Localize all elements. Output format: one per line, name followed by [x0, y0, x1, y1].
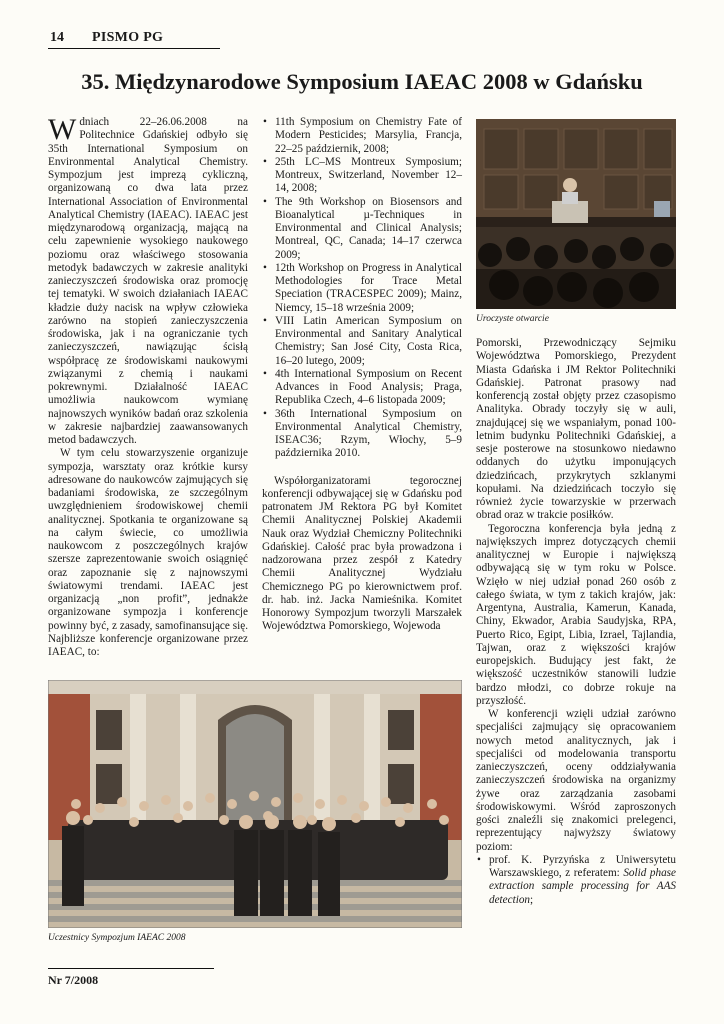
page-number: 14 — [50, 30, 64, 45]
list-item: • 4th International Symposium on Recent Advances in Food Analysis; Praga, Republika Czech, 4–6 listopada 2009; — [262, 368, 462, 408]
article-title: 35. Międzynarodowe Symposium IAEAC 2008 w Gdańsku — [81, 69, 643, 94]
opening-ceremony-photo — [476, 119, 676, 309]
group-photo — [48, 680, 462, 928]
intro-paragraph — [48, 113, 248, 447]
list-item: • VIII Latin American Symposium on Environmental and Sanitary Analytical Chemistry; San José City, Costa Rica, 16–20 lutego, 2009; — [262, 315, 462, 368]
photo-caption-opening: Uroczyste otwarcie — [476, 314, 549, 324]
intro-text: dniach 22–26.06.2008 na Politechnice Gdańskiej odbyło się 35th International Symposium on Environmental Analytical Chemistry. Sympozjum jest imprezą cykliczną, organizowaną co dwa lata przez International Association of Environmental Analytical Chemistry (IAEAC). IAEAC jest międzynarodową organizacją, mającą na celu zapewnienie wysokiego naukowego poziomu oraz właściwego stosowania metodyk badawczych w zakresie analityki zanieczyszczeń środowiska oraz promocję tej tematyki. W swoich działaniach IAEAC kładzie duży nacisk na wpływ człowieka zarówno na stopień zanieczyszczenia środowiska, jak i na ograniczanie tych zanieczyszczeń, nawiązując ścisłą współpracę ze środowiskami naukowymi związanymi z chemią i naukami pokrewnymi. Działalność IAEAC umożliwia naukowcom wymianę najnowszych wyników badań oraz szkolenia w zakresie najbardziej zaawansowanych metod badawczych. — [48, 116, 248, 446]
paragraph-participants: W konferencji wzięli udział zarówno specjaliści zajmujący się opracowaniem nowych metod analitycznych, jak i specjaliści od modelowania transportu zanieczyszczeń, oceny oddziaływania zanieczyszczeń środowiska na organizmy żywe oraz zarządzania zasobami środowiskowymi. Wśród zaproszonych gości znaleźli się znakomici prelegenci, reprezentujący najwyższy światowy poziom: — [476, 708, 676, 853]
list-item: • The 9th Workshop on Biosensors and Bioanalytical µ-Techniques in Environmental and Clinical Analysis; Montreal, QC, Canada; 14–17 czerwca 2009; — [262, 196, 462, 262]
speakers-list — [476, 854, 676, 907]
list-item: • 36th International Symposium on Environmental Analytical Chemistry, ISEAC36; Rzym, Włochy, 5–9 października 2010. — [262, 408, 462, 461]
list-item: • 12th Workshop on Progress in Analytical Methodologies for Trace Metal Speciation (TRACESPEC 2009); Mainz, Niemcy, 15–18 września 2009; — [262, 262, 462, 315]
paragraph-organizers: Współorganizatorami tegorocznej konferencji odbywającej się w Gdańsku pod patronatem JM Rektora PG był Komitet Chemii Analitycznej Polskiej Akademii Nauk oraz Wydział Chemiczny Politechniki Gdańskiej. Całość prac była prowadzona i nadzorowana przez zespół z Katedry Chemii Analitycznej Wydziału Chemicznego PG po kierownictwem prof. dr. hab. inż. Jacka Namieśnika. Komitet Honorowy Sympozjum tworzyli Marszałek Województwa Pomorskiego, Wojewoda — [262, 474, 462, 633]
list-item: • 11th Symposium on Chemistry Fate of Modern Pesticides; Marsylia, Francja, 22–25 październik, 2008; — [262, 116, 462, 156]
column-1 — [48, 113, 248, 659]
list-item: • prof. K. Pyrzyńska z Uniwersytetu Warszawskiego, z referatem: Solid phase extraction sample processing for AAS detection; — [476, 854, 676, 907]
photo-caption-participants: Uczestnicy Sympozjum IAEAC 2008 — [48, 933, 186, 943]
column-2 — [262, 116, 462, 634]
running-header — [48, 30, 220, 49]
journal-name: PISMO PG — [92, 30, 164, 45]
paragraph-attendance: Tegoroczna konferencja była jedną z największych imprez dotyczących chemii analitycznej w Europie i największą odbywającą się w tym roku w Polsce. Wzięło w niej udział ponad 260 osób z całego świata, w tym z takich krajów, jak: Argentyna, Australia, Kamerun, Kanada, Chiny, Ekwador, Arabia Saudyjska, RPA, Puerto Rico, Egipt, Libia, Izrael, Tajlandia, Tajwan, oraz z większości krajów europejskich. Budujący jest fakt, że większość uczestników stanowili ludzie bardzo młodzi, co dobrze rokuje na przyszłość. — [476, 522, 676, 707]
upcoming-conferences-list — [262, 116, 462, 461]
drop-cap: W — [48, 113, 77, 146]
paragraph-symposia: W tym celu stowarzyszenie organizuje sympozja, warsztaty oraz krótkie kursy adresowane do naukowców zajmujących się badaniami środowiska, ze szczególnym uwzględnieniem środowiskowej chemii analitycznej. Spotkania te organizowane są na całym świecie, co umożliwia naukowcom z poszczególnych krajów szersze zaprezentowanie swoich osiągnięć oraz zapoznanie się z najnowszymi światowymi trendami. IAEAC jest organizacją „non profit”, jednakże organizowane sympozja i konferencje powinny być, z zasady, samofinansujące się. Najbliższe konferencje organizowane przez IAEAC, to: — [48, 447, 248, 658]
list-item: • 25th LC–MS Montreux Symposium; Montreux, Switzerland, November 12–14, 2008; — [262, 156, 462, 196]
paragraph-committee: Pomorski, Przewodniczący Sejmiku Województwa Pomorskiego, Prezydent Miasta Gdańska i JM Rektor Politechniki Gdańskiej. Patronat prasowy nad konferencją został objęty przez czasopismo Analityka. Obrady toczyły się w auli, znajdującej się we wspaniałym, ponad 100-letnim budynku Politechniki Gdańskiej, a sesje posterowe na stosunkowo niedawno oddanych do użytku imponujących dziedzińcach, przykrytych szklanymi kopułami. Na dziedzińcach toczyło się również życie towarzyskie w przerwach obrad oraz w trakcie posiłków. — [476, 337, 676, 522]
issue-footer: Nr 7/2008 — [48, 968, 214, 988]
column-3 — [476, 337, 676, 907]
talk-title: Solid phase extraction sample processing for AAS detection — [489, 867, 676, 906]
